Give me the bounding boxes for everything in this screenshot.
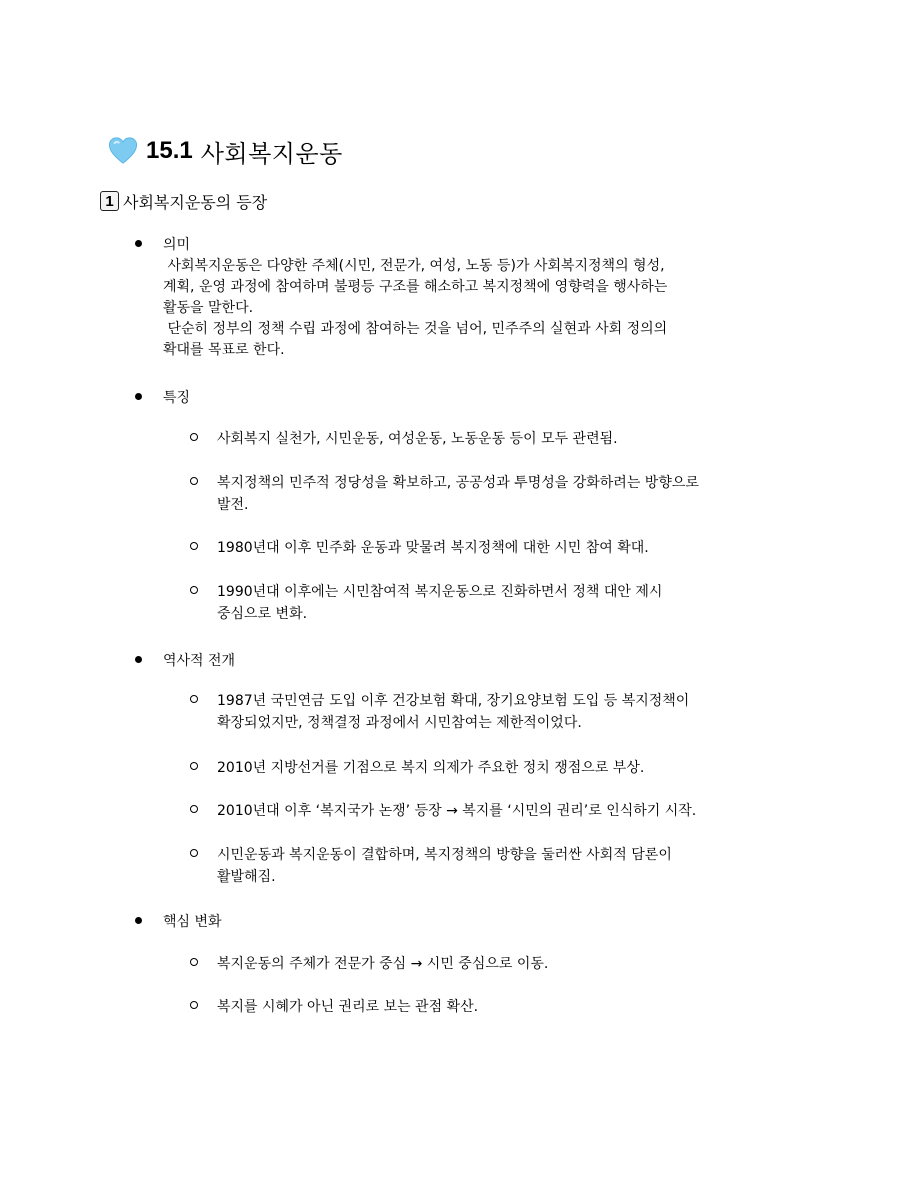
history-label: 역사적 전개: [163, 653, 236, 669]
text-line: 복지운동의 주체가 전문가 중심 → 시민 중심으로 이동.: [217, 956, 549, 972]
text-line: 복지정책의 민주적 정당성을 확보하고, 공공성과 투명성을 강화하려는 방향으로: [217, 475, 699, 491]
circle-bullet-icon: [190, 542, 198, 550]
text-line: 사회복지 실천가, 시민운동, 여성운동, 노동운동 등이 모두 관련됨.: [217, 431, 618, 447]
circle-bullet-icon: [190, 805, 198, 813]
circle-bullet-icon: [190, 1001, 198, 1009]
title-text: 사회복지운동: [200, 139, 343, 168]
meaning-label: 의미: [163, 237, 191, 253]
text-line: 1987년 국민연금 도입 이후 건강보험 확대, 장기요양보험 도입 등 복지정책이: [217, 693, 690, 709]
text-line: 확대를 목표로 한다.: [163, 342, 285, 358]
page-title: [108, 134, 343, 168]
text-line: 1980년대 이후 민주화 운동과 맞물려 복지정책에 대한 시민 참여 확대.: [217, 540, 649, 556]
circle-bullet-icon: [190, 433, 198, 441]
changes-label: 핵심 변화: [163, 914, 222, 930]
keycap-one-icon: 1: [100, 191, 119, 211]
text-line: 중심으로 변화.: [217, 606, 308, 622]
circle-bullet-icon: [190, 958, 198, 966]
circle-bullet-icon: [190, 586, 198, 594]
bullet-icon: [135, 656, 142, 663]
features-label: 특징: [163, 390, 191, 406]
text-line: 활동을 말한다.: [163, 300, 254, 316]
circle-bullet-icon: [190, 695, 198, 703]
text-line: 활발해짐.: [217, 869, 276, 885]
bullet-icon: [135, 240, 142, 247]
text-line: 복지를 시혜가 아닌 권리로 보는 관점 확산.: [217, 999, 479, 1015]
text-line: 계획, 운영 과정에 참여하며 불평등 구조를 해소하고 복지정책에 영향력을 행사하는: [163, 279, 668, 295]
circle-bullet-icon: [190, 477, 198, 485]
text-line: 발전.: [217, 497, 249, 513]
circle-bullet-icon: [190, 762, 198, 770]
circle-bullet-icon: [190, 849, 198, 857]
bullet-icon: [135, 917, 142, 924]
text-line: 단순히 정부의 정책 수립 과정에 참여하는 것을 넘어, 민주주의 실현과 사회 정의의: [163, 321, 668, 337]
text-line: 사회복지운동은 다양한 주체(시민, 전문가, 여성, 노동 등)가 사회복지정책의 형성,: [163, 258, 665, 274]
section-heading: [100, 189, 267, 213]
text-line: 2010년대 이후 ‘복지국가 논쟁’ 등장 → 복지를 ‘시민의 권리’로 인식하기 시작.: [217, 803, 697, 819]
text-line: 확장되었지만, 정책결정 과정에서 시민참여는 제한적이었다.: [217, 715, 582, 731]
title-number: 15.1: [146, 137, 193, 164]
text-line: 2010년 지방선거를 기점으로 복지 의제가 주요한 정치 쟁점으로 부상.: [217, 760, 645, 776]
bullet-icon: [135, 393, 142, 400]
text-line: 1990년대 이후에는 시민참여적 복지운동으로 진화하면서 정책 대안 제시: [217, 584, 663, 600]
meaning-paragraph-2: [163, 319, 667, 361]
meaning-paragraph-1: [163, 256, 667, 319]
text-line: 시민운동과 복지운동이 결합하며, 복지정책의 방향을 둘러싼 사회적 담론이: [217, 847, 672, 863]
section-heading-text: 사회복지운동의 등장: [123, 192, 268, 212]
light-blue-heart-icon: [108, 136, 138, 166]
